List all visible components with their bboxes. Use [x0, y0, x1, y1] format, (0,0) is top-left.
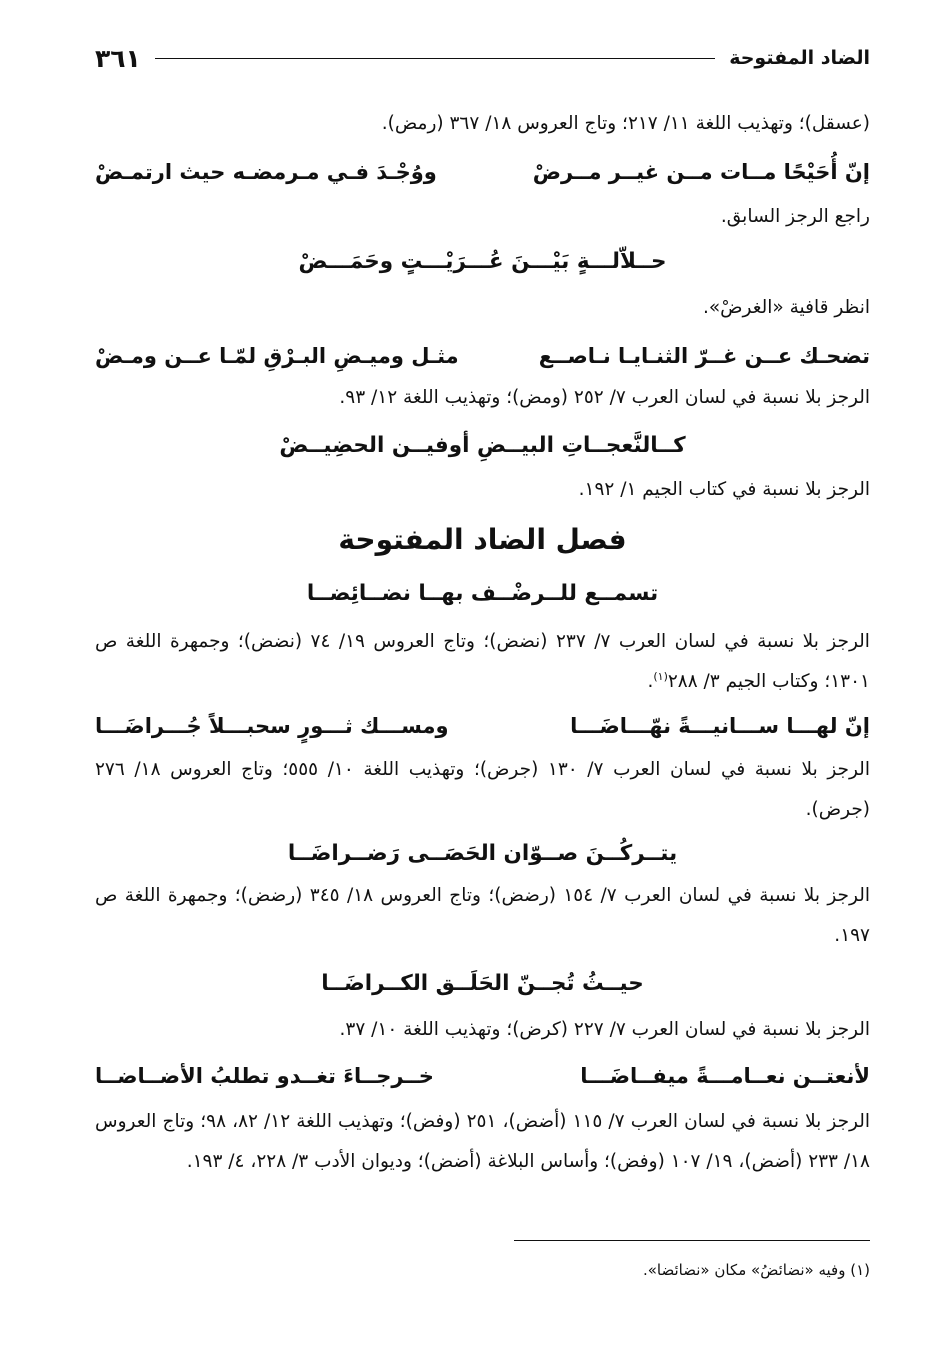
- verse-second-hemistich: مثـل وميـضِ البـرْقِ لمّـا عــن ومـضْ: [95, 344, 459, 368]
- verse-line: [95, 1054, 870, 1098]
- footnote-marker: (١): [653, 669, 668, 683]
- citation-end: .: [647, 671, 654, 692]
- citation-paragraph: الرجز بلا نسبة في كتاب الجيم ١/ ١٩٢.: [578, 479, 870, 500]
- reference-note: انظر قافية «الغرضْ».: [702, 297, 870, 318]
- verse-line: [95, 704, 870, 748]
- verse-line: [95, 334, 870, 378]
- reference-note: راجع الرجز السابق.: [720, 206, 870, 227]
- citation-paragraph: الرجز بلا نسبة في لسان العرب ٧/ ٢٥٢ (ومض)؛ وتهذيب اللغة ١٢/ ٩٣.: [339, 387, 870, 408]
- header-rule: [155, 58, 715, 59]
- centered-verse: حيــثُ تُجــنّ الحَلَــق الكــراضَــا: [321, 971, 644, 996]
- verse-line: [95, 150, 870, 194]
- footnote: (١) وفيه «نضائضُ» مكان «نضائضا».: [642, 1261, 870, 1279]
- citation-text: الرجز بلا نسبة في لسان العرب ٧/ ٢٣٧ (نضض)؛ وتاج العروس ١٩/ ٧٤ (نضض)؛ وجمهرة اللغة ص ١٣٠١؛ وكتاب الجيم ٣/ ٢٨٨: [95, 631, 870, 692]
- verse-second-hemistich: ووُجْـدَ فـي مـرمضـه حيث ارتمـضْ: [95, 160, 437, 184]
- page-number: ٣٦١: [95, 43, 141, 73]
- verse-second-hemistich: خــرجــاءَ تغــدو تطلبُ الأضــاضــا: [95, 1064, 434, 1088]
- centered-verse: كــالنَّعجــاتِ البيــضِ أوفيــن الحضِيــضْ: [279, 433, 686, 458]
- running-title: الضاد المفتوحة: [729, 47, 870, 69]
- verse-first-hemistich: تضحـك عــن غــرّ الثنـايـا نـاصــع: [538, 344, 870, 368]
- citation-paragraph: [95, 622, 870, 702]
- verse-first-hemistich: إنّ لهـــا ســـانيـــةً نهّـــاضَـــا: [570, 714, 870, 738]
- centered-verse: يتــركُــنَ صــوّان الحَصَــى رَضــراضَــا: [287, 841, 678, 866]
- citation-paragraph: الرجز بلا نسبة في لسان العرب ٧/ ١٣٠ (جرض)؛ وتهذيب اللغة ١٠/ ٥٥٥؛ وتاج العروس ١٨/ ٢٧٦ (جرض).: [95, 759, 870, 820]
- centered-verse: تسمــع للــرضْــف بهــا نضــائِضــا: [306, 581, 659, 606]
- citation-paragraph: الرجز بلا نسبة في لسان العرب ٧/ ٢٢٧ (كرض)؛ وتهذيب اللغة ١٠/ ٣٧.: [339, 1019, 870, 1040]
- footnote-separator: [514, 1240, 870, 1241]
- verse-second-hemistich: ومســـك ثـــورٍ سحبـــلاً جُـــراضَـــا: [95, 714, 449, 738]
- page-header: [95, 38, 870, 78]
- citation-paragraph: الرجز بلا نسبة في لسان العرب ٧/ ١٥٤ (رضض)؛ وتاج العروس ١٨/ ٣٤٥ (رضض)؛ وجمهرة اللغة ص ١٩٧.: [95, 885, 870, 946]
- section-heading: فصل الضاد المفتوحة: [338, 523, 627, 556]
- citation-paragraph: (عسقل)؛ وتهذيب اللغة ١١/ ٢١٧؛ وتاج العروس ١٨/ ٣٦٧ (رمض).: [381, 113, 870, 134]
- centered-verse: حــلاّلـــةٍ بَيْـــنَ عُـــرَيْـــتٍ وحَمَـــضْ: [298, 249, 667, 274]
- verse-first-hemistich: إنّ أُحَيْحًا مــات مــن غيــر مــرضْ: [532, 160, 870, 184]
- verse-first-hemistich: لأنعتــن نعــامـــةً ميفــاضَـــا: [580, 1064, 870, 1088]
- citation-paragraph: الرجز بلا نسبة في لسان العرب ٧/ ١١٥ (أضض)، ٢٥١ (وفض)؛ وتهذيب اللغة ١٢/ ٨٢، ٩٨؛ وتاج العروس ١٨/ ٢٣٣ (أضض)، ١٩/ ١٠٧ (وفض)؛ وأساس البلاغة (أضض)؛ وديوان الأدب ٣/ ٢٢٨، ٤/ ١٩٣.: [95, 1111, 871, 1172]
